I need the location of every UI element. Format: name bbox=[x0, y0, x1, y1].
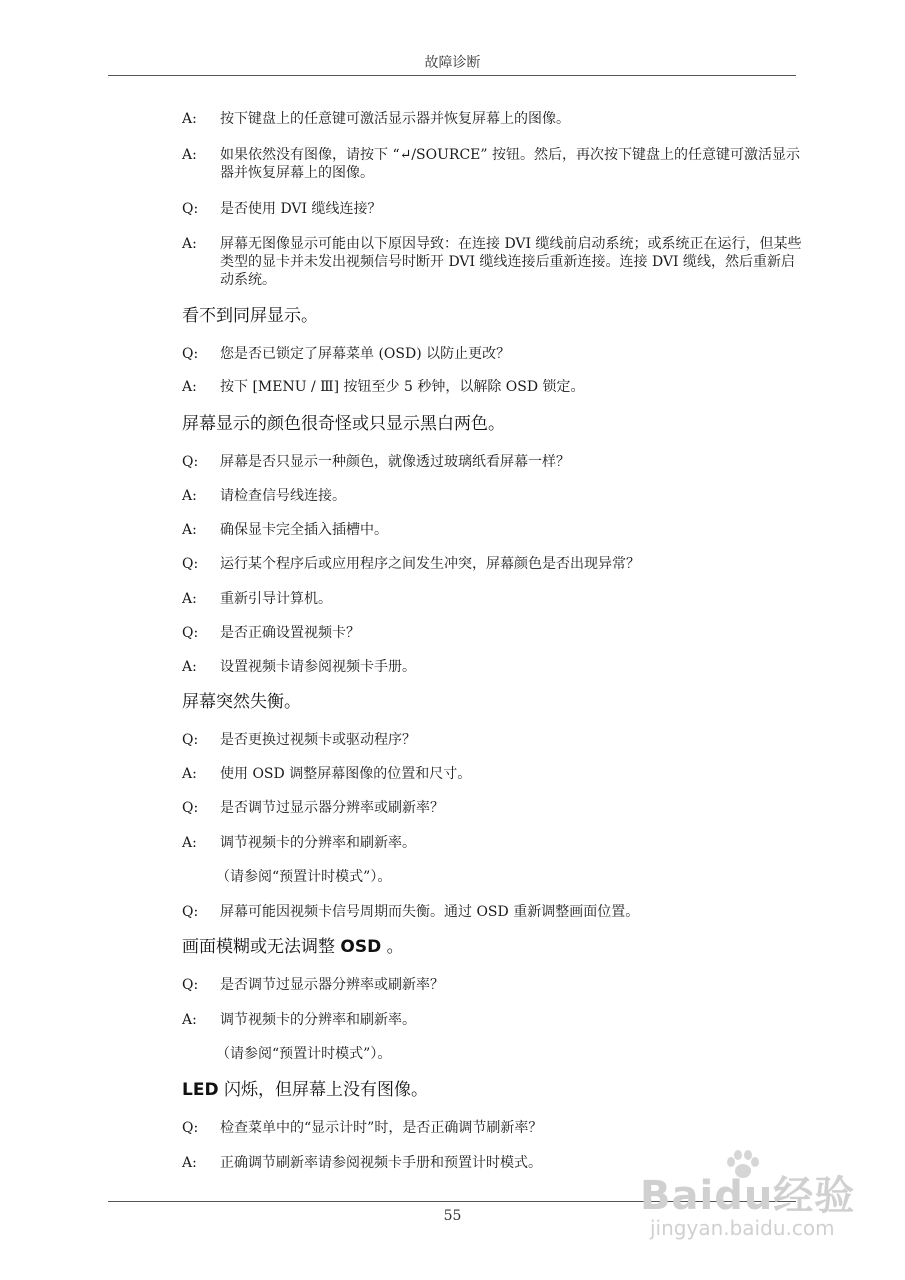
page-number: 55 bbox=[443, 1208, 462, 1224]
baidu-watermark bbox=[640, 1150, 870, 1270]
question-item bbox=[182, 903, 802, 921]
item-text: 请检查信号线连接。 bbox=[220, 488, 346, 504]
item-tag: A: bbox=[182, 835, 197, 851]
section-heading bbox=[182, 937, 404, 957]
item-tag: A: bbox=[182, 1155, 197, 1171]
item-tag: Q: bbox=[182, 800, 199, 816]
answer-item bbox=[182, 1011, 802, 1029]
item-tag: A: bbox=[182, 379, 197, 395]
item-text: 屏幕是否只显示一种颜色，就像透过玻璃纸看屏幕一样？ bbox=[220, 454, 570, 470]
item-text: 是否调节过显示器分辨率或刷新率？ bbox=[220, 977, 444, 993]
item-text: 是否调节过显示器分辨率或刷新率？ bbox=[220, 800, 444, 816]
answer-item bbox=[182, 590, 802, 608]
question-item bbox=[182, 1119, 802, 1137]
answer-item bbox=[182, 765, 802, 783]
watermark-url: jingyan.baidu.com bbox=[650, 1216, 835, 1240]
answer-item bbox=[182, 110, 802, 128]
note-item bbox=[182, 1045, 802, 1063]
item-text: 屏幕可能因视频卡信号周期而失衡。通过 OSD 重新调整画面位置。 bbox=[220, 904, 640, 920]
item-text: 屏幕无图像显示可能由以下原因导致：在连接 DVI 缆线前启动系统；或系统正在运行，但某些类型的显卡并未发出视频信号时断开 DVI 缆线连接后重新连接。连接 DVI 缆线，然后重新启动系统。 bbox=[220, 236, 802, 288]
heading-text: 画面模糊或无法调整 bbox=[182, 937, 341, 957]
item-text: 重新引导计算机。 bbox=[220, 591, 332, 607]
item-text: 是否更换过视频卡或驱动程序？ bbox=[220, 732, 416, 748]
item-tag: A: bbox=[182, 766, 197, 782]
question-item bbox=[182, 731, 802, 749]
item-tag: Q: bbox=[182, 1120, 199, 1136]
item-text: 是否使用 DVI 缆线连接？ bbox=[220, 201, 382, 217]
answer-item bbox=[182, 146, 802, 182]
page-header-title: 故障诊断 bbox=[424, 55, 481, 71]
answer-item bbox=[182, 235, 802, 289]
item-text: 运行某个程序后或应用程序之间发生冲突，屏幕颜色是否出现异常？ bbox=[220, 556, 640, 572]
item-text: 按下 [MENU / Ⅲ] 按钮至少 5 秒钟，以解除 OSD 锁定。 bbox=[220, 379, 585, 395]
item-text: 您是否已锁定了屏幕菜单 (OSD) 以防止更改？ bbox=[220, 346, 511, 362]
item-text: 设置视频卡请参阅视频卡手册。 bbox=[220, 659, 416, 675]
heading-bold-text: LED bbox=[182, 1080, 219, 1100]
item-text: 调节视频卡的分辨率和刷新率。 bbox=[220, 835, 416, 851]
watermark-brand: Baidu经验 bbox=[640, 1173, 856, 1219]
item-tag: Q: bbox=[182, 346, 199, 362]
answer-item bbox=[182, 834, 802, 852]
section-heading: 屏幕突然失衡。 bbox=[182, 692, 301, 712]
heading-text: 闪烁，但屏幕上没有图像。 bbox=[218, 1080, 428, 1100]
item-text: 如果依然没有图像，请按下 “↵/SOURCE” 按钮。然后，再次按下键盘上的任意键可激活显示器并恢复屏幕上的图像。 bbox=[220, 147, 800, 181]
item-text: 确保显卡完全插入插槽中。 bbox=[220, 522, 388, 538]
item-text: 按下键盘上的任意键可激活显示器并恢复屏幕上的图像。 bbox=[220, 111, 570, 127]
note-item bbox=[182, 868, 802, 886]
item-text: 调节视频卡的分辨率和刷新率。 bbox=[220, 1012, 416, 1028]
item-text: （请参阅“预置计时模式”）。 bbox=[216, 869, 392, 885]
item-tag: A: bbox=[182, 111, 197, 127]
answer-item bbox=[182, 487, 802, 505]
item-tag: A: bbox=[182, 659, 197, 675]
question-item bbox=[182, 200, 802, 218]
item-tag: Q: bbox=[182, 732, 199, 748]
item-text: 正确调节刷新率请参阅视频卡手册和预置计时模式。 bbox=[220, 1155, 542, 1171]
answer-item bbox=[182, 658, 802, 676]
item-tag: A: bbox=[182, 236, 197, 252]
item-text: 是否正确设置视频卡？ bbox=[220, 625, 360, 641]
answer-item bbox=[182, 378, 802, 396]
item-tag: A: bbox=[182, 147, 197, 163]
heading-bold-text: OSD bbox=[340, 937, 382, 957]
answer-item bbox=[182, 521, 802, 539]
question-item bbox=[182, 624, 802, 642]
item-text: （请参阅“预置计时模式”）。 bbox=[216, 1046, 392, 1062]
heading-text: 。 bbox=[381, 937, 404, 957]
item-text: 检查菜单中的“显示计时”时，是否正确调节刷新率？ bbox=[220, 1120, 543, 1136]
item-tag: Q: bbox=[182, 556, 199, 572]
section-heading: 屏幕显示的颜色很奇怪或只显示黑白两色。 bbox=[182, 414, 505, 434]
item-tag: A: bbox=[182, 1012, 197, 1028]
section-heading bbox=[182, 1080, 428, 1100]
question-item bbox=[182, 976, 802, 994]
item-tag: Q: bbox=[182, 977, 199, 993]
question-item bbox=[182, 453, 802, 471]
item-tag: A: bbox=[182, 591, 197, 607]
item-tag: Q: bbox=[182, 904, 199, 920]
item-tag: Q: bbox=[182, 201, 199, 217]
item-tag: Q: bbox=[182, 625, 199, 641]
item-tag: A: bbox=[182, 488, 197, 504]
question-item bbox=[182, 799, 802, 817]
question-item bbox=[182, 345, 802, 363]
item-tag: A: bbox=[182, 522, 197, 538]
question-item bbox=[182, 555, 802, 573]
header-rule bbox=[108, 75, 796, 76]
item-tag: Q: bbox=[182, 454, 199, 470]
section-heading: 看不到同屏显示。 bbox=[182, 306, 318, 326]
item-text: 使用 OSD 调整屏幕图像的位置和尺寸。 bbox=[220, 766, 472, 782]
